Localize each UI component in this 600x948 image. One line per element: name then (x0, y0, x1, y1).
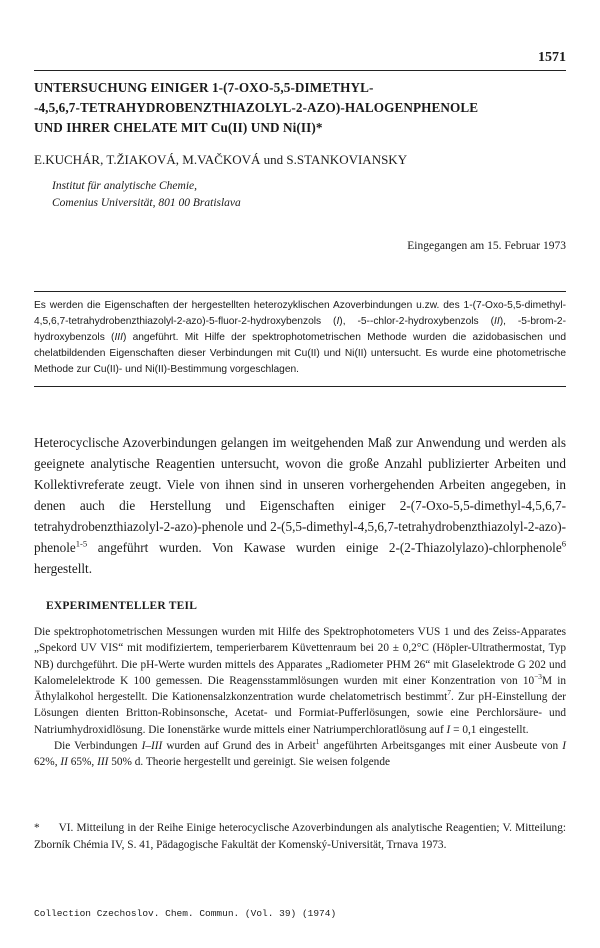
citation-ref: 1-5 (75, 538, 88, 549)
body-text: 65%, (67, 756, 98, 769)
compound-mark: I (562, 740, 567, 753)
compound-mark: I (336, 316, 340, 327)
abstract-text: ), -5--chlor-2-hydroxybenzols ( (339, 316, 495, 327)
body-text: Die Verbindungen (54, 740, 142, 753)
abstract (34, 291, 566, 387)
abstract-text: Es werden die Eigenschaften der hergestellten heterozyklischen Azoverbindungen u.zw. des 1-(7-Oxo-5,5-dimethyl-4,5,6,7-tetrahydrobenzthiazolyl-2-azo)-5-fluor-2-hydroxybenzols ( (34, 300, 566, 327)
body-text: = 0,1 eingestellt. (450, 723, 529, 736)
compound-mark: II (60, 756, 68, 769)
abstract-text: ) angeführt. Mit Hilfe der spektrophotometrischen Methode wurden die azidobasischen und chelatbildenden Eigenschaften dieser Verbindungen mit Cu(II) und Ni(II) untersucht. Es wurde eine photometrische Methode zur Cu(II)- und Ni(II)-Bestimmung vorgeschlagen. (34, 332, 566, 375)
experimental-body (34, 624, 566, 771)
institution (52, 178, 241, 212)
body-text: M in Äthylalkohol hergestellt. Die Kationensalzkonzentration wurde chelatometrisch bestimmt (34, 674, 566, 704)
intro-text: Heterocyclische Azoverbindungen gelangen im weitgehenden Maß zur Anwendung und werden als geeignete analytische Reagentien untersucht, wovon die große Anzahl publizierter Arbeiten und Kollektivreferate zeugt. Viele von ihnen sind in unseren vorhergehenden Arbeiten angegeben, in denen auch die Herstellung und Eigenschaften einiger 2-(7-Oxo-5,5-dimethyl-4,5,6,7-tetrahydrobenzthiazolyl-2-azo)-phenole und 2-(5,5-dimethyl-4,5,6,7-tetrahydrobenzthiazolyl-2-azo)-phenole (34, 435, 566, 555)
paragraph-2 (34, 738, 566, 771)
intro-text: angeführt wurden. Von Kawase wurden einige 2-(2-Thiazolylazo)-chlorphenole (87, 540, 562, 555)
compound-mark: III (97, 756, 109, 769)
compound-mark: III (150, 740, 163, 753)
header-rule (34, 70, 566, 71)
body-text: – (145, 740, 151, 753)
compound-mark: I (141, 740, 146, 753)
body-text: 62%, (34, 756, 61, 769)
citation-ref: 6 (561, 538, 566, 549)
body-text: . Zur pH-Einstellung der Lösungen dienten Britton-Robinsonsche, Acetat- und Formiat-Pufferlösungen, sowie eine Perchlorsäure- und Natriumhydroxidlösung. Die Ionenstärke wurde mittels einer Natriumperchloratlösung auf (34, 691, 566, 736)
compound-mark: III (114, 332, 123, 343)
section-heading: EXPERIMENTELLER TEIL (46, 600, 198, 612)
footnote (34, 820, 566, 853)
abstract-text: ), -5-brom-2-hydroxybenzols ( (34, 316, 566, 343)
exponent: −3 (534, 672, 542, 682)
body-text: Die spektrophotometrischen Messungen wurden mit Hilfe des Spektrophotometers VUS 1 und des Zeiss-Apparates „Spekord UV VIS“ mit modifiziertem, temperierbarem Küvettenraum bei 20 ± 0,2°C (Höpler-Ultrathermostat, Typ NB) durchgeführt. Die pH-Werte wurden mittels des Apparates „Radiometer PHM 26“ mit Glaselektrode G 202 und Kalomelelektrode K 100 gemessen. Die Reagensstammlösungen wurden mit einer Konzentration von 10 (34, 626, 566, 687)
footnote-mark: * (34, 822, 40, 834)
article-title (34, 78, 566, 138)
citation-ref: 1 (315, 737, 320, 747)
citation-ref: 7 (447, 688, 451, 698)
journal-line: Collection Czechoslov. Chem. Commun. (Vol. 39) (1974) (34, 908, 337, 919)
body-text: angeführten Arbeitsganges mit einer Ausbeute von (319, 740, 563, 753)
institution-line-2: Comenius Universität, 801 00 Bratislava (52, 197, 241, 209)
title-line-2: -4,5,6,7-TETRAHYDROBENZTHIAZOLYL-2-AZO)-HALOGENPHENOLE (34, 100, 479, 115)
body-text: 50% d. Theorie hergestellt und gereinigt. Sie weisen folgende (108, 756, 390, 769)
authors: E.KUCHÁR, T.ŽIAKOVÁ, M.VAČKOVÁ und S.STANKOVIANSKY (34, 152, 408, 167)
received-date: Eingegangen am 15. Februar 1973 (407, 240, 566, 252)
paragraph-1 (34, 624, 566, 738)
title-line-3: UND IHRER CHELATE MIT Cu(II) UND Ni(II)* (34, 120, 323, 135)
intro-text: hergestellt. (34, 561, 92, 576)
introduction (34, 432, 566, 579)
symbol: I (446, 723, 451, 736)
title-line-1: UNTERSUCHUNG EINIGER 1-(7-OXO-5,5-DIMETHYL- (34, 80, 374, 95)
body-text: wurden auf Grund des in Arbeit (162, 740, 316, 753)
footnote-text: VI. Mitteilung in der Reihe Einige heterocyclische Azoverbindungen als analytische Reagentien; V. Mitteilung: Zborník Chémia IV, S. 41, Pädagogische Fakultät der Komenský-Universität, Trnava 1973. (34, 822, 566, 851)
page-number: 1571 (538, 50, 566, 65)
institution-line-1: Institut für analytische Chemie, (52, 180, 198, 192)
compound-mark: II (494, 316, 500, 327)
